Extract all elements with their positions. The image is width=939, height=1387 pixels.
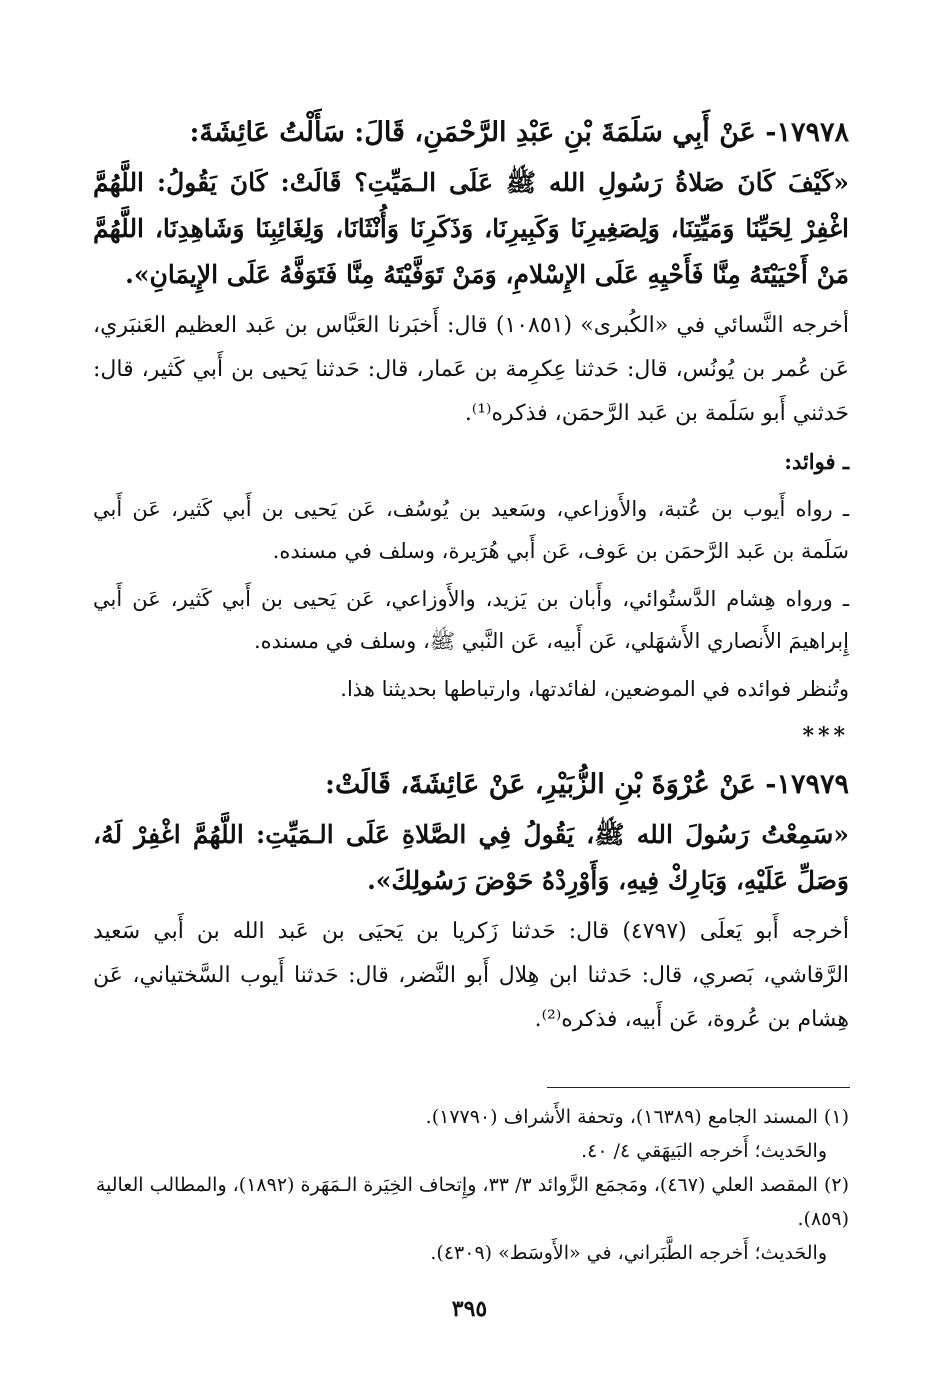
benefits-heading: ـ فوائد: bbox=[784, 449, 849, 474]
footnote-2: (٢) المقصد العلي (٤٦٧)، ومَجمَع الزَّوائد ٣/ ٣٣، وإِتحاف الخِيَرة الـمَهَرة (١٨٩٢)، والمطالب العالية (٨٥٩). bbox=[95, 1174, 849, 1230]
benefit-item-2: ـ ورواه هِشام الدَّستُوائي، وأَبان بن يَزيد، والأَوزاعي، عَن يَحيى بن أَبي كَثير، عَن أَبي إِبراهيمَ الأَنصاري الأَشهَلي، عَن أَبيه، عَن النَّبي ﷺ، وسلف في مسنده. bbox=[93, 587, 849, 653]
footnote-1-continuation: والحَديث؛ أَخرجه البَيهَقي ٤/ ٤٠. bbox=[581, 1140, 827, 1162]
footnote-2-continuation: والحَديث؛ أَخرجه الطَّبَراني، في «الأَوسَط» (٤٣٠٩). bbox=[430, 1242, 827, 1264]
benefit-item-3: وتُنظر فوائده في الموضعين، لفائدتها، وارتباطها بحديثنا هذا. bbox=[340, 677, 849, 701]
footnote-1: (١) المسند الجامع (١٦٣٨٩)، وتحفة الأَشراف (١٧٧٩٠). bbox=[425, 1106, 849, 1128]
section-separator: *** bbox=[802, 723, 849, 749]
hadith-17979-heading: ١٧٩٧٩- عَنْ عُرْوَةَ بْنِ الزُّبَيْرِ، عَنْ عَائِشَةَ، قَالَتْ: bbox=[325, 769, 849, 800]
main-text bbox=[93, 108, 849, 1048]
hadith-17979-matn: «سَمِعْتُ رَسُولَ الله ﷺ، يَقُولُ فِي الصَّلاةِ عَلَى الـمَيِّتِ: اللَّهُمَّ اغْفِرْ لَهُ، وَصَلِّ عَلَيْهِ، وَبَارِكْ فِيهِ، وَأَوْرِدْهُ حَوْضَ رَسُولِكَ». bbox=[93, 820, 849, 895]
hadith-17979-takhrij: أخرجه أَبو يَعلَى (٤٧٩٧) قال: حَدثنا زَكريا بن يَحيَى بن عَبد الله بن أَبي سَعيد الرَّقاشي، بَصري، قال: حَدثنا ابن هِلال أَبو النَّضر، قال: حَدثنا أَيوب السَّختياني، عَن هِشام بن عُروة، عَن أَبيه، فذكره⁽²⁾. bbox=[93, 919, 849, 1032]
footnote-divider bbox=[547, 1087, 850, 1088]
hadith-17978-heading: ١٧٩٧٨- عَنْ أَبِي سَلَمَةَ بْنِ عَبْدِ الرَّحْمَنِ، قَالَ: سَأَلْتُ عَائِشَةَ: bbox=[189, 117, 849, 148]
footnotes bbox=[93, 1100, 849, 1270]
hadith-17978-matn: «كَيْفَ كَانَ صَلاةُ رَسُولِ الله ﷺ عَلَى الـمَيِّتِ؟ قَالَتْ: كَانَ يَقُولُ: اللَّهُمَّ اغْفِرْ لِحَيِّنَا وَمَيِّتِنَا، وَلِصَغِيرِنَا وَكَبِيرِنَا، وَذَكَرِنَا وَأُنْثَانَا، وَلِغَائِبِنَا وَشَاهِدِنَا، اللَّهُمَّ مَنْ أَحْيَيْتَهُ مِنَّا فَأَحْيِهِ عَلَى الإِسْلامِ، وَمَنْ تَوَفَّيْتَهُ مِنَّا فَتَوَفَّهُ عَلَى الإِيمَانِ». bbox=[93, 168, 849, 289]
benefit-item-1: ـ رواه أَيوب بن عُتبة، والأَوزاعي، وسَعيد بن يُوسُف، عَن يَحيى بن أَبي كَثير، عَن أَبي سَلَمة بن عَبد الرَّحمَن بن عَوف، عَن أَبي هُرَيرة، وسلف في مسنده. bbox=[93, 497, 849, 563]
hadith-17978-takhrij: أخرجه النَّسائي في «الكُبرى» (١٠٨٥١) قال: أَخبَرنا العَبَّاس بن عَبد العظيم العَنبَري، عَن عُمر بن يُونُس، قال: حَدثنا عِكرِمة بن عَمار، قال: حَدثنا يَحيى بن أَبي كَثير، قال: حَدثني أَبو سَلَمة بن عَبد الرَّحمَن، فذكره⁽¹⁾. bbox=[93, 313, 849, 426]
page-number: ٣٩٥ bbox=[451, 1296, 488, 1322]
